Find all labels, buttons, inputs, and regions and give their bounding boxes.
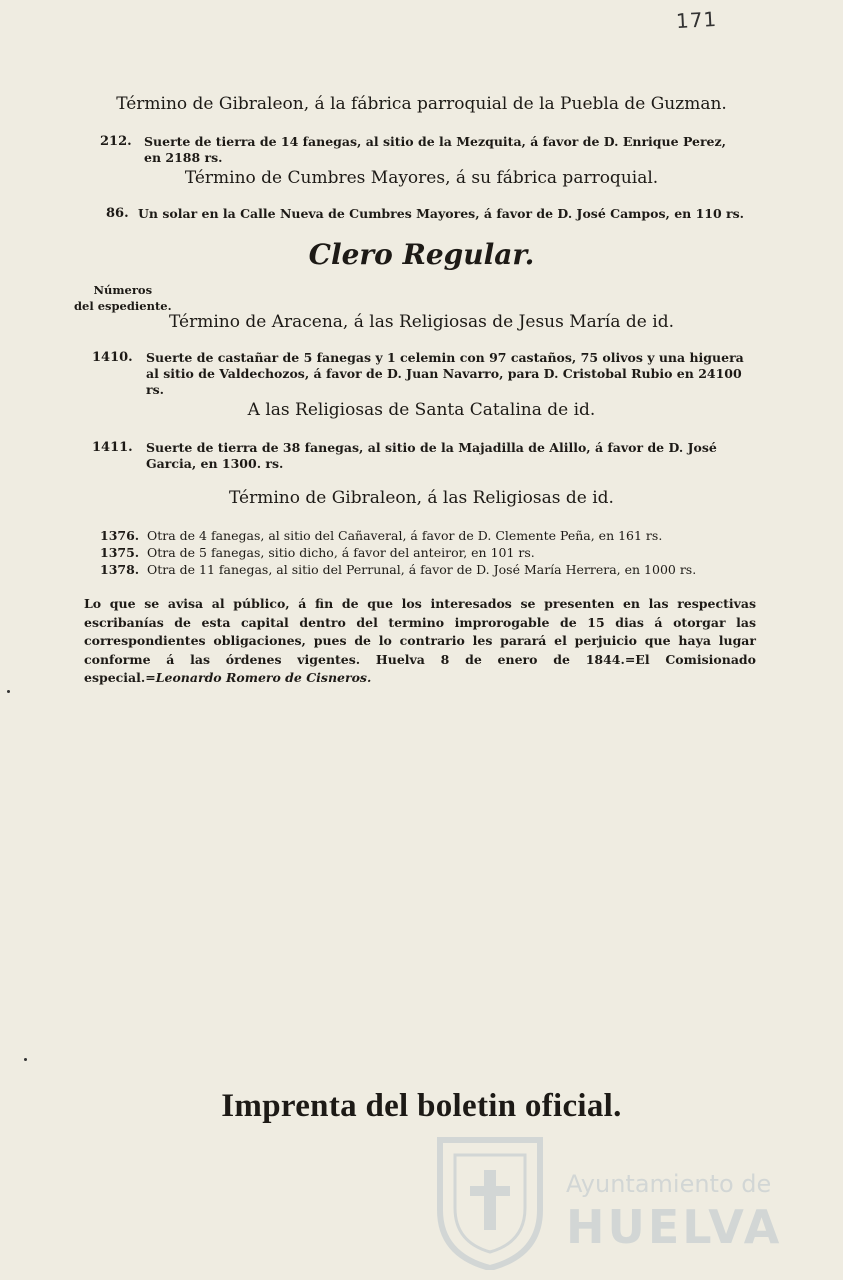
- notice-signature: Leonardo Romero de Cisneros.: [155, 670, 372, 685]
- watermark-line2: HUELVA: [566, 1200, 783, 1254]
- numeros-label-line1: Números: [93, 283, 153, 297]
- section-heading-gibraleon-religiosas: Término de Gibraleon, á las Religiosas de id.: [229, 488, 614, 508]
- huelva-watermark: [430, 1130, 783, 1270]
- section-heading-gibraleon-puebla: Término de Gibraleon, á la fábrica parroquial de la Puebla de Guzman.: [116, 94, 727, 114]
- paper-speck: [24, 1058, 27, 1061]
- entry-1411: [92, 440, 772, 474]
- entry-text: Otra de 11 fanegas, al sitio del Perrunal, á favor de D. José María Herrera, en 1000 rs.: [147, 562, 697, 577]
- watermark-line1: Ayuntamiento de: [566, 1170, 772, 1198]
- entry-number: 1376.: [100, 528, 140, 543]
- entry-text: Suerte de castañar de 5 fanegas y 1 celemin con 97 castaños, 75 olivos y una higuera al sitio de Valdechozos, á favor de D. Juan Navarro, para D. Cristobal Rubio en 24100 rs.: [146, 350, 744, 397]
- entry-1410: [92, 350, 772, 397]
- page-number: 171: [675, 6, 718, 34]
- entry-number: 1375.: [100, 545, 140, 560]
- section-heading-cumbres-mayores: Término de Cumbres Mayores, á su fábrica parroquial.: [184, 168, 659, 188]
- entry-1376: [100, 528, 662, 544]
- clero-regular-title: Clero Regular.: [308, 238, 535, 271]
- entry-number: 1378.: [100, 562, 140, 577]
- entry-text: Suerte de tierra de 14 fanegas, al sitio de la Mezquita, á favor de D. Enrique Perez, en 2188 rs.: [144, 134, 726, 165]
- entry-86: [106, 206, 766, 224]
- huelva-shield-icon: [430, 1130, 550, 1270]
- entry-text: Otra de 5 fanegas, sitio dicho, á favor del anteiror, en 101 rs.: [147, 545, 535, 560]
- entry-text: Otra de 4 fanegas, al sitio del Cañaveral, á favor de D. Clemente Peña, en 161 rs.: [147, 528, 663, 543]
- entry-number: 86.: [106, 206, 129, 221]
- notice-paragraph: [84, 595, 756, 688]
- entry-text: Suerte de tierra de 38 fanegas, al sitio de la Majadilla de Alillo, á favor de D. José Garcia, en 1300. rs.: [146, 440, 717, 471]
- entry-text: Un solar en la Calle Nueva de Cumbres Mayores, á favor de D. José Campos, en 110 rs.: [138, 206, 745, 221]
- entry-1375: [100, 545, 535, 561]
- entry-number: 1411.: [92, 440, 133, 455]
- numeros-label: [74, 282, 172, 314]
- numeros-label-line2: del espediente.: [74, 299, 172, 313]
- entry-1378: [100, 562, 696, 578]
- section-heading-santa-catalina: A las Religiosas de Santa Catalina de id.: [247, 400, 596, 420]
- entry-number: 212.: [100, 134, 132, 149]
- entry-212: [100, 134, 780, 168]
- notice-body: Lo que se avisa al público, á fin de que los interesados se presenten en las respectivas escribanías de esta capital dentro del termino improrogable de 15 dias á otorgar las correspondientes obligaciones, pues de lo contrario les parará el perjuicio que haya lugar conforme á las órdenes vigentes. Huelva 8 de enero de 1844.=El Comisionado especial.=: [84, 596, 756, 685]
- paper-speck: [7, 690, 10, 693]
- section-heading-aracena: Término de Aracena, á las Religiosas de Jesus María de id.: [169, 312, 674, 332]
- entry-number: 1410.: [92, 350, 133, 365]
- imprenta-footer: Imprenta del boletin oficial.: [221, 1088, 622, 1124]
